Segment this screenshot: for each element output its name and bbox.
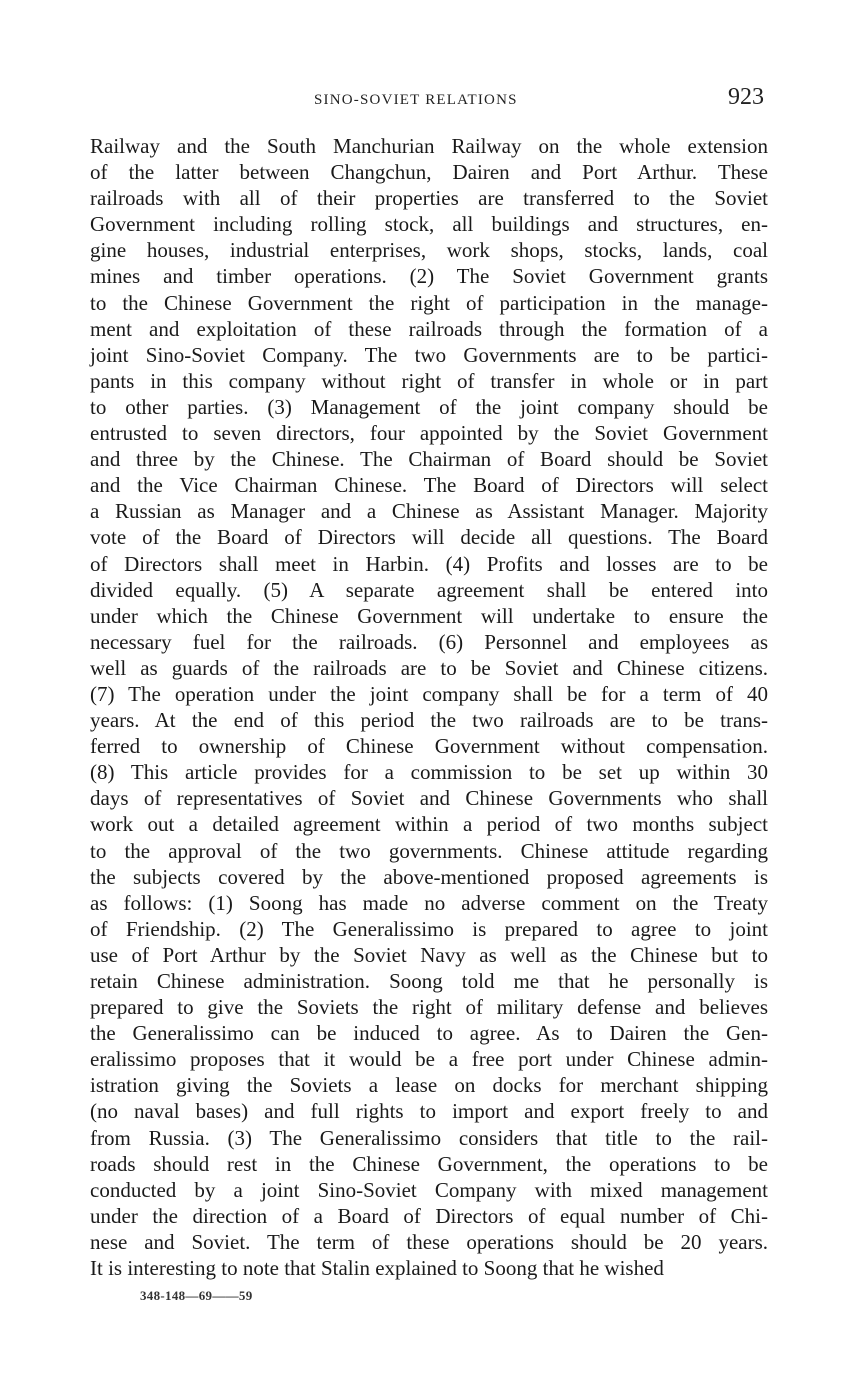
text-line: ferred to ownership of Chinese Government without compensation. xyxy=(90,734,768,759)
text-line: and the Vice Chairman Chinese. The Board of Directors will select xyxy=(90,473,768,498)
text-line: the Generalissimo can be induced to agree. As to Dairen the Gen- xyxy=(90,1021,768,1046)
text-line: mines and timber operations. (2) The Soviet Government grants xyxy=(90,264,768,289)
print-code: 348-148—69——59 xyxy=(140,1288,253,1303)
text-line: prepared to give the Soviets the right of military defense and believes xyxy=(90,995,768,1020)
text-line: retain Chinese administration. Soong told me that he personally is xyxy=(90,969,768,993)
page-number: 923 xyxy=(728,84,764,110)
text-line: necessary fuel for the railroads. (6) Personnel and employees as xyxy=(90,629,768,654)
text-line: roads should rest in the Chinese Government, the operations to be xyxy=(90,1151,768,1176)
text-line: well as guards of the railroads are to be Soviet and Chinese citizens. xyxy=(90,655,768,680)
text-line: as follows: (1) Soong has made no adverse comment on the Treaty xyxy=(90,890,768,915)
text-line: of the latter between Changchun, Dairen and Port Arthur. These xyxy=(90,160,768,185)
text-line: divided equally. (5) A separate agreement shall be entered into xyxy=(90,577,768,602)
text-line: under which the Chinese Government will undertake to ensure the xyxy=(90,603,768,628)
text-line: ment and exploitation of these railroads through the formation of a xyxy=(90,316,768,341)
running-head: SINO-SOVIET RELATIONS xyxy=(314,92,518,108)
body-text xyxy=(90,133,768,1281)
text-line: nese and Soviet. The term of these operations should be 20 years. xyxy=(90,1229,768,1254)
text-line: It is interesting to note that Stalin explained to Soong that he wished xyxy=(90,1256,664,1281)
text-line: days of representatives of Soviet and Chinese Governments who shall xyxy=(90,786,768,811)
text-line: to other parties. (3) Management of the joint company should be xyxy=(90,394,768,419)
text-line: (no naval bases) and full rights to import and export freely to and xyxy=(90,1099,768,1124)
text-line: to the approval of the two governments. Chinese attitude regarding xyxy=(90,838,768,863)
text-line: pants in this company without right of transfer in whole or in part xyxy=(90,368,768,393)
text-line: from Russia. (3) The Generalissimo considers that title to the rail- xyxy=(90,1125,768,1150)
text-line: the subjects covered by the above-mentioned proposed agreements is xyxy=(90,864,768,889)
text-line: of Directors shall meet in Harbin. (4) Profits and losses are to be xyxy=(90,551,768,576)
text-line: Railway and the South Manchurian Railway on the whole extension xyxy=(90,134,768,158)
text-line: istration giving the Soviets a lease on docks for merchant shipping xyxy=(90,1073,768,1098)
text-line: to the Chinese Government the right of participation in the manage- xyxy=(90,290,768,315)
text-line: years. At the end of this period the two railroads are to be trans- xyxy=(90,708,768,733)
text-line: railroads with all of their properties are transferred to the Soviet xyxy=(90,186,768,211)
text-line: joint Sino-Soviet Company. The two Governments are to be partici- xyxy=(90,342,768,367)
text-line: vote of the Board of Directors will decide all questions. The Board xyxy=(90,525,768,550)
text-line: and three by the Chinese. The Chairman of Board should be Soviet xyxy=(90,447,768,472)
text-line: of Friendship. (2) The Generalissimo is prepared to agree to joint xyxy=(90,916,768,941)
text-line: Government including rolling stock, all buildings and structures, en- xyxy=(90,212,768,237)
text-line: conducted by a joint Sino-Soviet Company with mixed management xyxy=(90,1177,768,1202)
text-line: a Russian as Manager and a Chinese as Assistant Manager. Majority xyxy=(90,499,768,524)
text-line: entrusted to seven directors, four appointed by the Soviet Government xyxy=(90,421,768,446)
text-line: eralissimo proposes that it would be a free port under Chinese admin- xyxy=(90,1047,768,1072)
text-line: (7) The operation under the joint company shall be for a term of 40 xyxy=(90,681,768,706)
text-line: under the direction of a Board of Directors of equal number of Chi- xyxy=(90,1203,768,1228)
text-line: work out a detailed agreement within a period of two months subject xyxy=(90,812,768,837)
text-line: (8) This article provides for a commission to be set up within 30 xyxy=(90,760,768,785)
text-line: use of Port Arthur by the Soviet Navy as well as the Chinese but to xyxy=(90,942,768,967)
text-line: gine houses, industrial enterprises, work shops, stocks, lands, coal xyxy=(90,238,768,263)
